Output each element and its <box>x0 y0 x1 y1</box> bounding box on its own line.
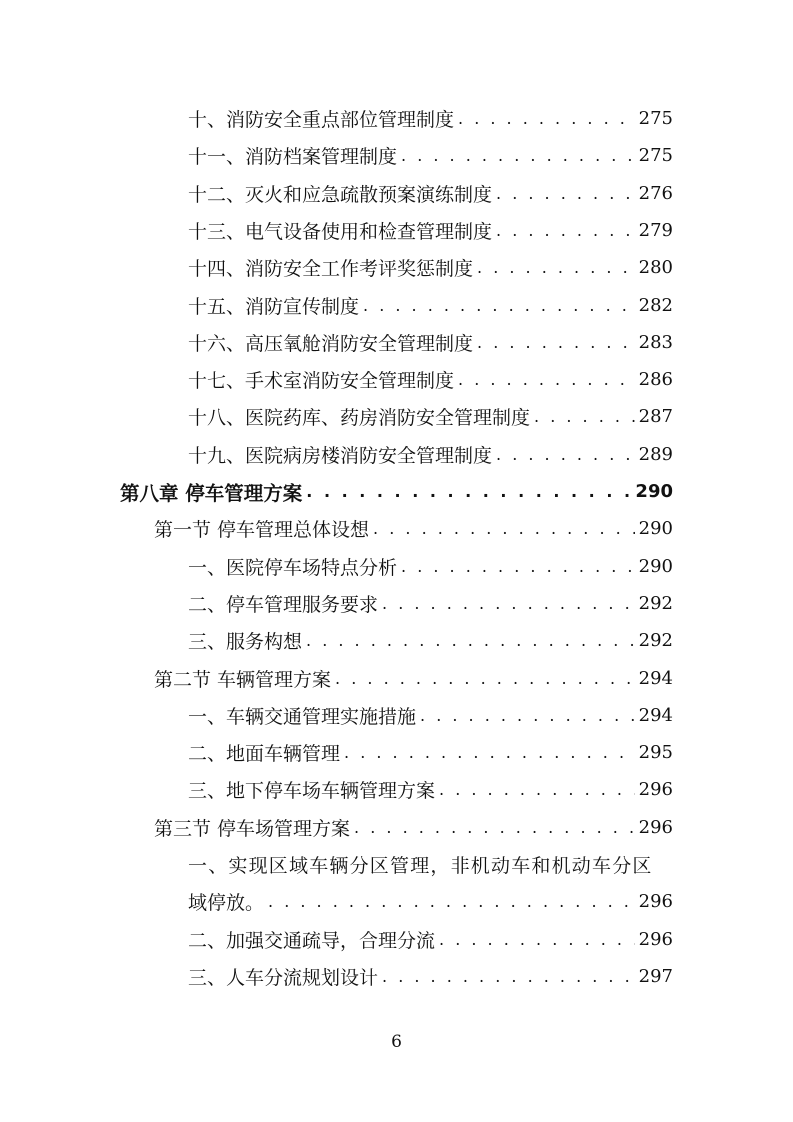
toc-entry-title: 十一、消防档案管理制度 <box>188 146 398 169</box>
toc-entry[interactable] <box>188 883 673 920</box>
dot-leader <box>354 818 635 837</box>
toc-entry[interactable] <box>188 697 673 734</box>
toc-section[interactable] <box>154 510 673 547</box>
dot-leader <box>382 594 635 613</box>
page-number: 6 <box>391 1032 402 1052</box>
toc-entry-title: 十八、医院药库、药房消防安全管理制度 <box>188 407 531 430</box>
toc-entry-title: 第八章 停车管理方案 <box>120 481 303 505</box>
dot-leader <box>534 407 635 426</box>
toc-entry[interactable] <box>188 771 673 808</box>
toc-section[interactable] <box>154 660 673 697</box>
toc-page-number: 296 <box>638 928 673 950</box>
toc-entry-title: 域停放。 <box>188 892 265 915</box>
dot-leader <box>496 445 635 464</box>
toc-entry-title: 十五、消防宣传制度 <box>188 295 360 318</box>
toc-entry-title: 二、停车管理服务要求 <box>188 593 379 616</box>
toc-page-number: 290 <box>635 481 673 502</box>
dot-leader <box>306 482 631 501</box>
toc-entry[interactable] <box>188 361 673 398</box>
dot-leader <box>477 258 635 277</box>
toc-entry[interactable] <box>188 100 673 137</box>
dot-leader <box>439 780 635 799</box>
toc-page-number: 287 <box>638 406 673 428</box>
toc-entry[interactable] <box>188 175 673 212</box>
dot-leader <box>268 892 635 911</box>
toc-page-number: 283 <box>638 331 673 353</box>
toc-page-number: 292 <box>638 630 673 652</box>
toc-entry-title: 三、地下停车场车辆管理方案 <box>188 780 436 803</box>
toc-entry[interactable] <box>188 398 673 435</box>
toc-entry-title: 一、医院停车场特点分析 <box>188 556 398 579</box>
toc-entry[interactable] <box>188 324 673 361</box>
dot-leader <box>363 296 635 315</box>
toc-page-number: 296 <box>638 891 673 913</box>
dot-leader <box>344 743 635 762</box>
toc-entry[interactable] <box>188 622 673 659</box>
toc-page-number: 276 <box>638 182 673 204</box>
dot-leader <box>420 706 635 725</box>
toc-entry-title: 十七、手术室消防安全管理制度 <box>188 370 455 393</box>
dot-leader <box>496 221 635 240</box>
toc-chapter[interactable] <box>120 473 673 510</box>
toc-page-number: 289 <box>638 443 673 465</box>
toc-page-number: 275 <box>638 108 673 129</box>
toc-entry[interactable] <box>188 958 673 995</box>
toc-page-number: 282 <box>638 294 673 316</box>
toc-page-number: 290 <box>638 518 673 540</box>
toc-section[interactable] <box>154 809 673 846</box>
dot-leader <box>439 930 635 949</box>
dot-leader <box>496 184 635 203</box>
dot-leader <box>335 669 635 688</box>
dot-leader <box>373 519 635 538</box>
toc-entry-title: 一、车辆交通管理实施措施 <box>188 705 417 728</box>
toc-page-number: 290 <box>638 555 673 577</box>
dot-leader <box>458 370 635 389</box>
toc-page-number: 297 <box>638 965 673 987</box>
toc-entry-title: 十九、医院病房楼消防安全管理制度 <box>188 444 493 467</box>
toc-page-number: 292 <box>638 592 673 614</box>
toc-page-number: 280 <box>638 257 673 279</box>
toc-page-number: 279 <box>638 219 673 241</box>
toc-page-number: 294 <box>638 667 673 689</box>
dot-leader <box>401 557 635 576</box>
toc-page-number: 295 <box>638 742 673 764</box>
toc-entry-title: 一、实现区域车辆分区管理，非机动车和机动车分区 <box>188 855 653 877</box>
toc-entry[interactable] <box>188 585 673 622</box>
toc-entry[interactable] <box>188 436 673 473</box>
toc-entry-title: 第三节 停车场管理方案 <box>154 817 351 840</box>
toc-entry[interactable] <box>188 287 673 324</box>
toc-entry-title: 十、消防安全重点部位管理制度 <box>188 109 455 131</box>
toc-entry-title: 十六、高压氧舱消防安全管理制度 <box>188 332 474 355</box>
toc-page-number: 275 <box>638 145 673 167</box>
toc-entry[interactable] <box>188 734 673 771</box>
dot-leader <box>382 967 635 986</box>
dot-leader <box>458 109 635 128</box>
toc-entry-title: 二、加强交通疏导，合理分流 <box>188 929 436 952</box>
toc-entry-title: 十三、电气设备使用和检查管理制度 <box>188 220 493 243</box>
toc-entry-title: 三、服务构想 <box>188 631 303 654</box>
toc-entry-title: 第二节 车辆管理方案 <box>154 668 332 691</box>
toc-entry-title: 十四、消防安全工作考评奖惩制度 <box>188 258 474 281</box>
toc-entry[interactable] <box>188 249 673 286</box>
toc-entry[interactable] <box>188 137 673 174</box>
toc-page-number: 296 <box>638 779 673 801</box>
toc-entry-title: 三、人车分流规划设计 <box>188 966 379 989</box>
toc-entry-title: 第一节 停车管理总体设想 <box>154 519 370 542</box>
toc-page-number: 294 <box>638 704 673 726</box>
toc-page-number: 286 <box>638 369 673 391</box>
dot-leader <box>306 631 635 650</box>
toc-entry-title: 十二、灭火和应急疏散预案演练制度 <box>188 183 493 206</box>
toc-entry-wrapped[interactable] <box>188 846 673 883</box>
toc-entry-title: 二、地面车辆管理 <box>188 743 341 766</box>
dot-leader <box>477 333 635 352</box>
toc-page-number: 296 <box>638 816 673 838</box>
toc-entry[interactable] <box>188 548 673 585</box>
toc-entry[interactable] <box>188 212 673 249</box>
toc-entry[interactable] <box>188 921 673 958</box>
dot-leader <box>401 146 635 165</box>
